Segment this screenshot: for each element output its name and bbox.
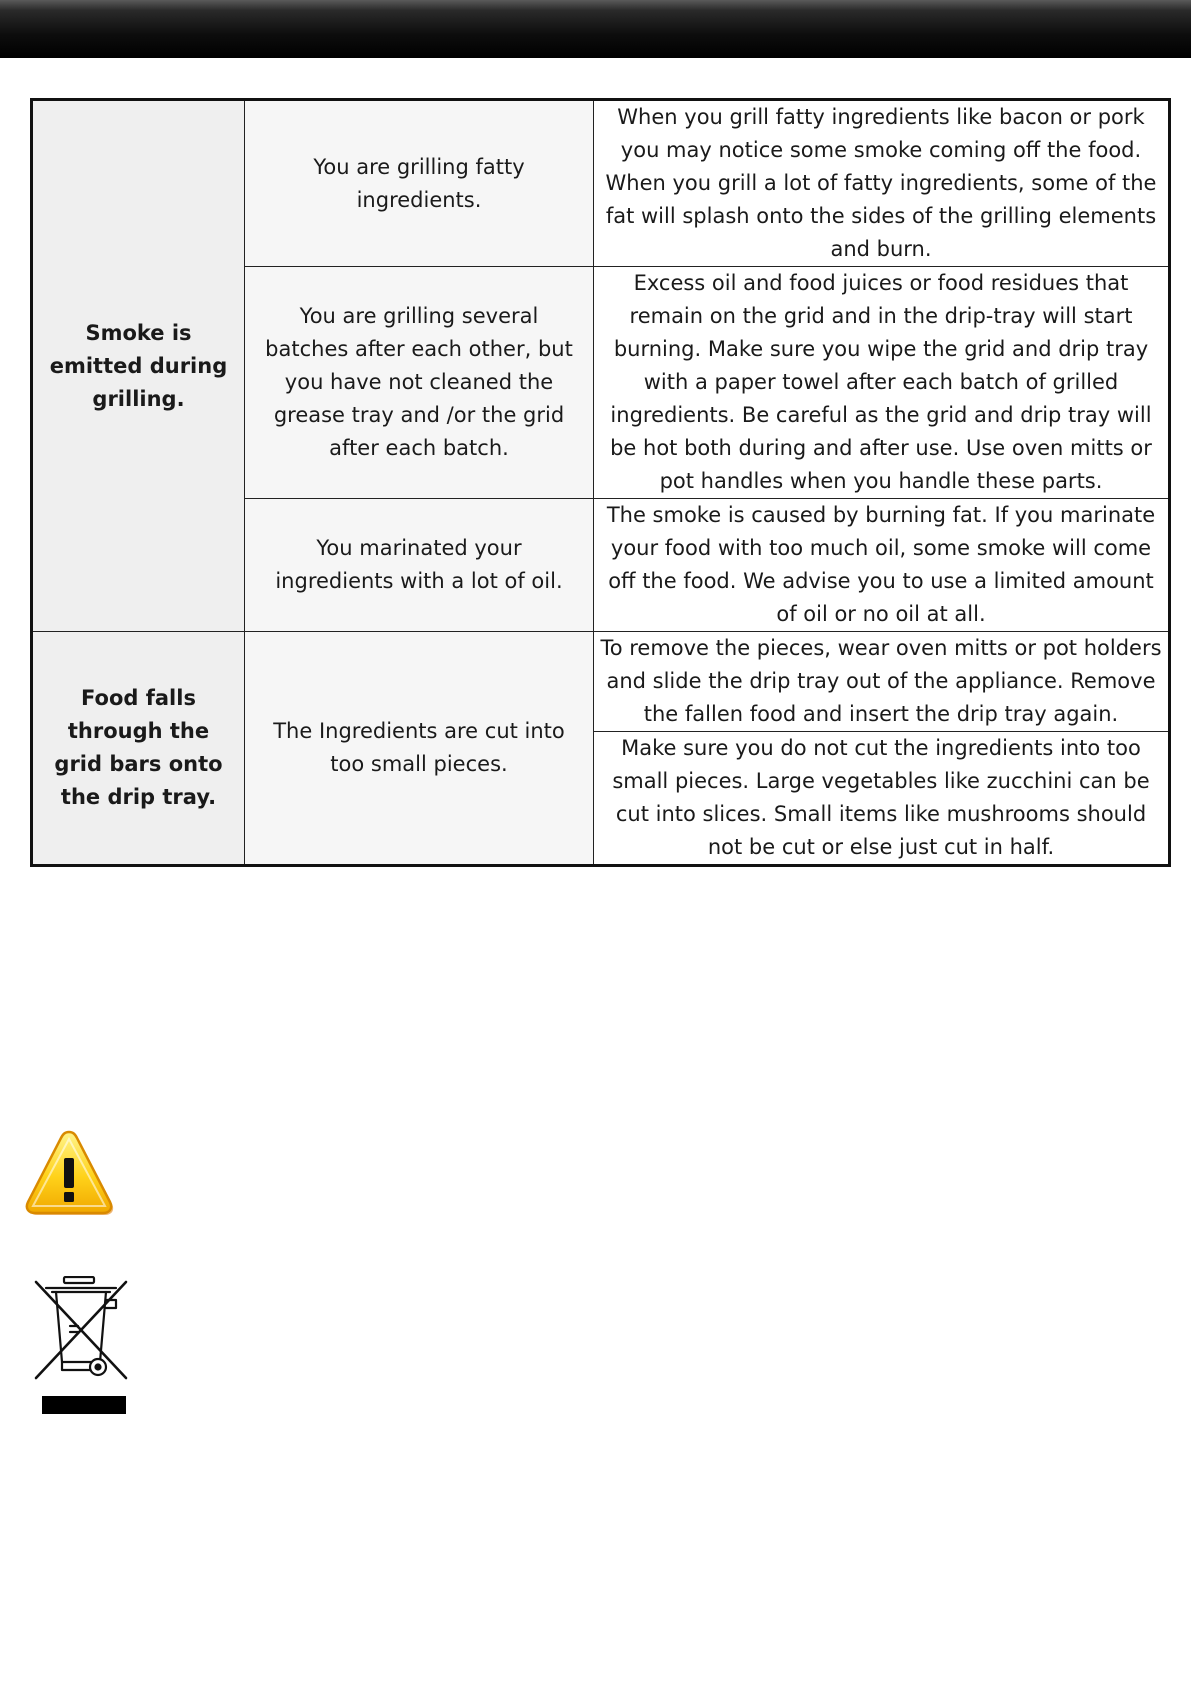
cause-cell: You marinated your ingredients with a lot of oil. (245, 499, 594, 632)
solution-cell: The smoke is caused by burning fat. If you marinate your food with too much oil, some smoke will come off the food. We advise you to use a limited amount of oil or no oil at all. (594, 499, 1170, 632)
troubleshooting-table (30, 98, 1171, 867)
solution-cell: When you grill fatty ingredients like bacon or pork you may notice some smoke coming off the food. When you grill a lot of fatty ingredients, some of the fat will splash onto the sides of the grilling elements and burn. (594, 100, 1170, 267)
solution-cell: To remove the pieces, wear oven mitts or pot holders and slide the drip tray out of the appliance. Remove the fallen food and insert the drip tray again. (594, 632, 1170, 732)
cause-cell: The Ingredients are cut into too small pieces. (245, 632, 594, 866)
problem-cell: Smoke is emitted during grilling. (32, 100, 245, 632)
cause-cell: You are grilling several batches after each other, but you have not cleaned the grease tray and /or the grid after each batch. (245, 267, 594, 499)
table-row (32, 632, 1170, 732)
solution-cell: Excess oil and food juices or food residues that remain on the grid and in the drip-tray will start burning. Make sure you wipe the grid and drip tray with a paper towel after each batch of grilled ingredients. Be careful as the grid and drip tray will be hot both during and after use. Use oven mitts or pot handles when you handle these parts. (594, 267, 1170, 499)
header-bar (0, 0, 1191, 58)
crossed-out-wheelie-bin-icon (32, 1276, 130, 1418)
problem-cell: Food falls through the grid bars onto the drip tray. (32, 632, 245, 866)
table-row (32, 100, 1170, 267)
warning-triangle-icon (24, 1128, 114, 1216)
solution-cell: Make sure you do not cut the ingredients into too small pieces. Large vegetables like zucchini can be cut into slices. Small items like mushrooms should not be cut or else just cut in half. (594, 732, 1170, 866)
cause-cell: You are grilling fatty ingredients. (245, 100, 594, 267)
